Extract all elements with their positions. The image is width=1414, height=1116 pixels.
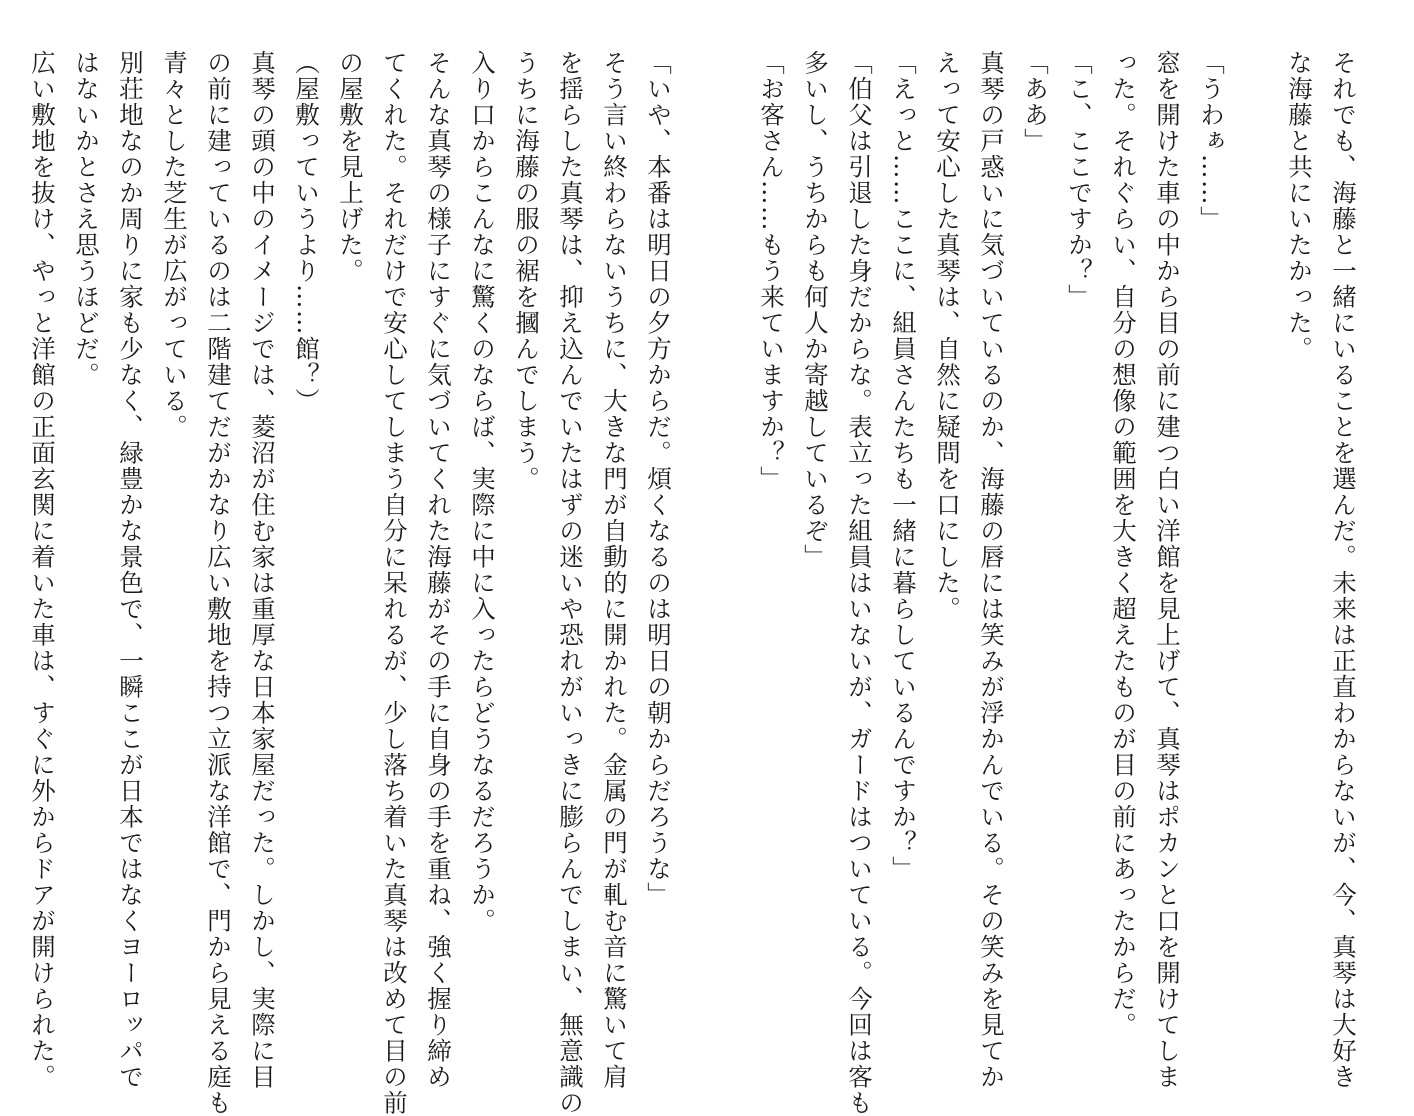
text-line: はないかとさえ思うほどだ。 bbox=[72, 50, 101, 388]
text-line: 「うわぁ……」 bbox=[1197, 50, 1226, 232]
text-line: 「ああ」 bbox=[1021, 50, 1050, 154]
text-line: 真琴の戸惑いに気づいているのか、海藤の唇には笑みが浮かんでいる。その笑みを見てか bbox=[977, 50, 1006, 1090]
text-line: 「いや、本番は明日の夕方からだ。煩くなるのは明日の朝からだろうな」 bbox=[644, 50, 673, 908]
text-line: そう言い終わらないうちに、大きな門が自動的に開かれた。金属の門が軋む音に驚いて肩 bbox=[600, 50, 629, 1090]
text-line: 「お客さん……もう来ていますか？」 bbox=[757, 50, 786, 492]
text-line: それでも、海藤と一緒にいることを選んだ。未来は正直わからないが、今、真琴は大好き bbox=[1329, 50, 1358, 1090]
text-line: の前に建っているのは二階建てだがかなり広い敷地を持つ立派な洋館で、門から見える庭も bbox=[204, 50, 233, 1116]
text-line: そんな真琴の様子にすぐに気づいてくれた海藤がその手に自身の手を重ね、強く握り締め bbox=[424, 50, 453, 1090]
text-line: 「えっと……ここに、組員さんたちも一緒に暮らしているんですか？」 bbox=[889, 50, 918, 882]
text-line: てくれた。それだけで安心してしまう自分に呆れるが、少し落ち着いた真琴は改めて目の前 bbox=[380, 50, 409, 1116]
text-line: 真琴の頭の中のイメージでは、菱沼が住む家は重厚な日本家屋だった。しかし、実際に目 bbox=[248, 50, 277, 1090]
text-block-left bbox=[28, 50, 680, 1116]
text-line: った。それぐらい、自分の想像の範囲を大きく超えたものが目の前にあったからだ。 bbox=[1109, 50, 1138, 1038]
text-line: うちに海藤の服の裾を摑んでしまう。 bbox=[512, 50, 541, 492]
text-line: （屋敷っていうより……館？） bbox=[292, 50, 321, 414]
text-block-right bbox=[757, 50, 1365, 1116]
text-line: 「こ、ここですか？」 bbox=[1065, 50, 1094, 310]
text-line: 広い敷地を抜け、やっと洋館の正面玄関に着いた車は、すぐに外からドアが開けられた。 bbox=[28, 50, 57, 1090]
text-line: 青々とした芝生が広がっている。 bbox=[160, 50, 189, 440]
text-line: の屋敷を見上げた。 bbox=[336, 50, 365, 284]
text-line: 多いし、うちからも何人か寄越しているぞ」 bbox=[801, 50, 830, 570]
text-line: 入り口からこんなに驚くのならば、実際に中に入ったらどうなるだろうか。 bbox=[468, 50, 497, 934]
text-line: な海藤と共にいたかった。 bbox=[1285, 50, 1314, 362]
text-line: 「伯父は引退した身だからな。表立った組員はいないが、ガードはついている。今回は客も bbox=[845, 50, 874, 1116]
text-line: 別荘地なのか周りに家も少なく、緑豊かな景色で、一瞬ここが日本ではなくヨーロッパで bbox=[116, 50, 145, 1090]
text-line: えって安心した真琴は、自然に疑問を口にした。 bbox=[933, 50, 962, 622]
text-line: 窓を開けた車の中から目の前に建つ白い洋館を見上げて、真琴はポカンと口を開けてしま bbox=[1153, 50, 1182, 1090]
text-line: を揺らした真琴は、抑え込んでいたはずの迷いや恐れがいっきに膨らんでしまい、無意識の bbox=[556, 50, 585, 1116]
